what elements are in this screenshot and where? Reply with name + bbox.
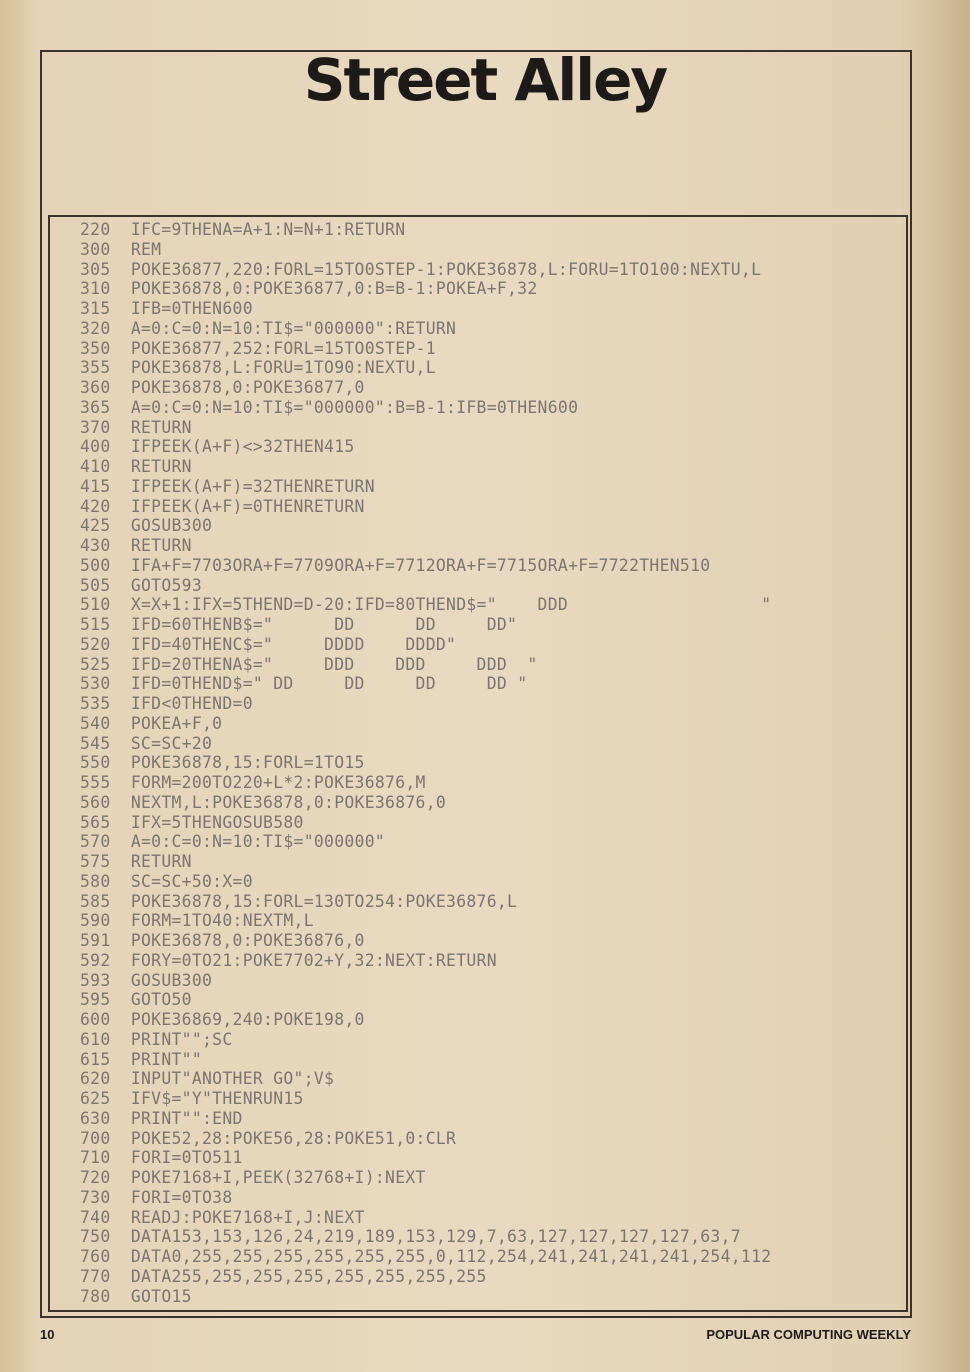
code-line: 592 FORY=0TO21:POKE7702+Y,32:NEXT:RETURN xyxy=(80,950,497,970)
code-line: 430 RETURN xyxy=(80,536,192,555)
code-line: 530 IFD=0THEND$=" DD DD DD DD " xyxy=(80,674,528,694)
code-line: 300 REM xyxy=(80,239,162,259)
publication-name: POPULAR COMPUTING WEEKLY xyxy=(706,1327,911,1342)
code-line: 615 PRINT"" xyxy=(80,1049,203,1069)
code-line: 500 IFA+F=7703ORA+F=7709ORA+F=7712ORA+F=7715ORA+F=7722THEN510 xyxy=(80,555,711,575)
code-line: 420 IFPEEK(A+F)=0THENRETURN xyxy=(80,496,365,516)
code-line: 515 IFD=60THENB$=" DD DD DD" xyxy=(80,615,518,634)
code-line: 520 IFD=40THENC$=" DDDD DDDD" xyxy=(80,634,457,654)
program-listing xyxy=(80,220,900,1306)
article-title: Street Alley xyxy=(303,46,667,114)
code-line: 730 FORI=0TO38 xyxy=(80,1187,233,1207)
code-line: 560 NEXTM,L:POKE36878,0:POKE36876,0 xyxy=(80,792,447,812)
code-line: 630 PRINT"":END xyxy=(80,1108,243,1128)
code-line: 550 POKE36878,15:FORL=1TO15 xyxy=(80,753,365,773)
code-line: 355 POKE36878,L:FORU=1TO90:NEXTU,L xyxy=(80,358,436,378)
code-line: 700 POKE52,28:POKE56,28:POKE51,0:CLR xyxy=(80,1128,457,1148)
code-line: 555 FORM=200TO220+L*2:POKE36876,M xyxy=(80,773,426,792)
code-line: 415 IFPEEK(A+F)=32THENRETURN xyxy=(80,476,375,496)
code-line: 750 DATA153,153,126,24,219,189,153,129,7,63,127,127,127,127,63,7 xyxy=(80,1227,741,1247)
code-line: 780 GOTO15 xyxy=(80,1286,192,1306)
code-line: 591 POKE36878,0:POKE36876,0 xyxy=(80,931,365,950)
code-line: 770 DATA255,255,255,255,255,255,255,255 xyxy=(80,1266,487,1286)
code-line: 525 IFD=20THENA$=" DDD DDD DDD " xyxy=(80,654,538,674)
code-line: 535 IFD<0THEND=0 xyxy=(80,694,253,713)
code-line: 410 RETURN xyxy=(80,457,192,476)
code-line: 545 SC=SC+20 xyxy=(80,733,213,753)
code-line: 760 DATA0,255,255,255,255,255,255,0,112,254,241,241,241,241,254,112 xyxy=(80,1247,772,1266)
code-line: 315 IFB=0THEN600 xyxy=(80,299,253,318)
code-line: 580 SC=SC+50:X=0 xyxy=(80,871,253,891)
code-line: 625 IFV$="Y"THENRUN15 xyxy=(80,1089,304,1108)
code-line: 350 POKE36877,252:FORL=15TO0STEP-1 xyxy=(80,338,436,358)
code-line: 600 POKE36869,240:POKE198,0 xyxy=(80,1010,365,1029)
code-line: 425 GOSUB300 xyxy=(80,516,213,536)
code-line: 400 IFPEEK(A+F)<>32THEN415 xyxy=(80,437,355,457)
code-line: 370 RETURN xyxy=(80,417,192,437)
code-line: 585 POKE36878,15:FORL=130TO254:POKE36876,L xyxy=(80,891,518,911)
code-line: 505 GOTO593 xyxy=(80,575,203,595)
code-line: 720 POKE7168+I,PEEK(32768+I):NEXT xyxy=(80,1168,426,1187)
code-line: 590 FORM=1TO40:NEXTM,L xyxy=(80,911,314,931)
code-line: 595 GOTO50 xyxy=(80,990,192,1010)
code-line: 575 RETURN xyxy=(80,852,192,871)
code-line: 710 FORI=0TO511 xyxy=(80,1148,243,1168)
code-line: 320 A=0:C=0:N=10:TI$="000000":RETURN xyxy=(80,318,457,338)
code-line: 360 POKE36878,0:POKE36877,0 xyxy=(80,378,365,397)
code-line: 220 IFC=9THENA=A+1:N=N+1:RETURN xyxy=(80,220,406,239)
code-line: 305 POKE36877,220:FORL=15TO0STEP-1:POKE36878,L:FORU=1TO100:NEXTU,L xyxy=(80,259,762,279)
code-line: 365 A=0:C=0:N=10:TI$="000000":B=B-1:IFB=0THEN600 xyxy=(80,397,579,417)
code-line: 310 POKE36878,0:POKE36877,0:B=B-1:POKEA+F,32 xyxy=(80,279,538,299)
code-line: 540 POKEA+F,0 xyxy=(80,713,223,733)
code-line: 620 INPUT"ANOTHER GO";V$ xyxy=(80,1069,335,1089)
code-line: 565 IFX=5THENGOSUB580 xyxy=(80,812,304,832)
code-line: 510 X=X+1:IFX=5THEND=D-20:IFD=80THEND$=" DDD " xyxy=(80,595,772,615)
code-line: 610 PRINT"";SC xyxy=(80,1029,233,1049)
page-number: 10 xyxy=(40,1327,55,1342)
code-line: 740 READJ:POKE7168+I,J:NEXT xyxy=(80,1207,365,1227)
code-line: 570 A=0:C=0:N=10:TI$="000000" xyxy=(80,832,386,852)
code-line: 593 GOSUB300 xyxy=(80,970,213,990)
